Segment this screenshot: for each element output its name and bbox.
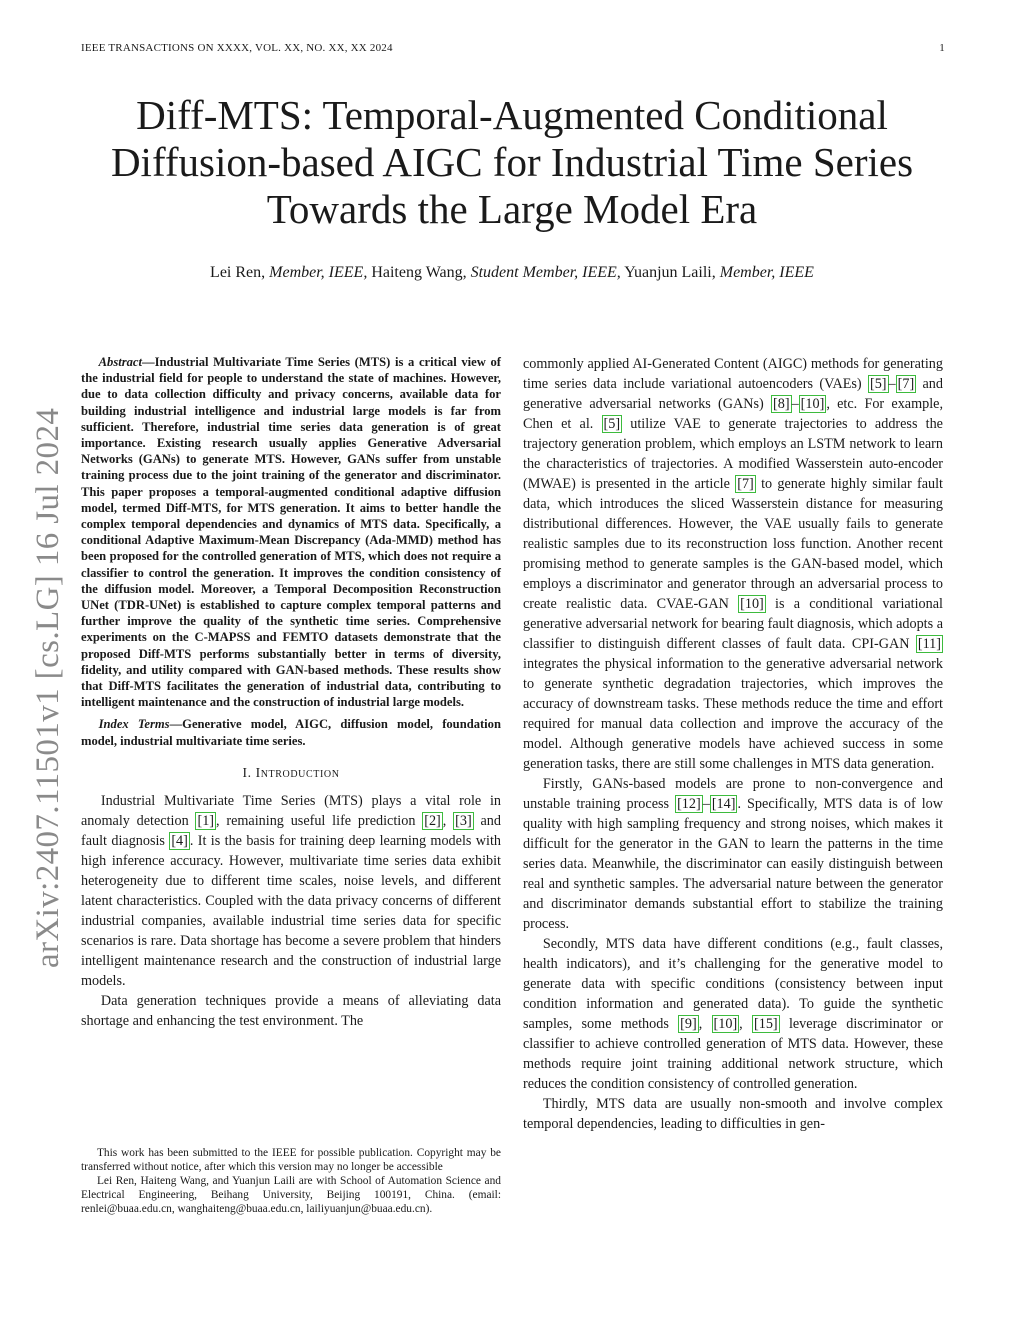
citation-link[interactable]: [5] (603, 416, 621, 432)
index-terms-lead: Index Terms (98, 717, 170, 732)
section-heading-introduction (81, 763, 501, 783)
citation-link[interactable]: [1] (197, 812, 215, 829)
section-number: I. (242, 764, 256, 780)
footnotes (81, 1146, 501, 1216)
abstract-text: —Industrial Multivariate Time Series (MTS) is a critical view of the industrial field for people to understand the state of machines. However, due to data collection difficulty and privacy concerns, available data for building industrial intelligence and industrial large models is far from sufficient. Therefore, industrial time series data generation is of great importance. Existing research usually applies Generative Adversarial Networks (GANs) to generate MTS. However, GANs suffer from unstable training process due to the joint training of the generator and discriminator. This paper proposes a temporal-augmented conditional adaptive diffusion model, termed Diff-MTS, for MTS generation. It aims to better handle the complex temporal dependencies and dynamics of MTS data. Specifically, a conditional Adaptive Maximum-Mean Discrepancy (Ada-MMD) method has been proposed for the controlled generation of MTS, which does not require a classifier to control the generation. It improves the condition consistency of the diffusion model. Moreover, a Temporal Decomposition Reconstruction UNet (TDR-UNet) is established to capture complex temporal patterns and further improve the quality of the synthetic time series. Comprehensive experiments on the C-MAPSS and FEMTO datasets demonstrate that the proposed Diff-MTS performs substantially better in terms of diversity, fidelity, and utility compared with GAN-based methods. These results show that Diff-MTS facilitates the generation of industrial data, contributing to intelligent maintenance and the construction of industrial large models. (81, 355, 501, 710)
text-run: , (739, 1016, 753, 1032)
right-paragraph-4: Thirdly, MTS data are usually non-smooth and involve complex temporal dependencies, leading to difficulties in gen- (523, 1096, 943, 1132)
author-name: Yuanjun Laili, (624, 264, 716, 281)
citation-link[interactable]: [7] (737, 476, 754, 492)
author-role: Member, IEEE, (269, 264, 368, 281)
right-paragraph-1 (523, 354, 943, 774)
citation-link[interactable]: [10] (713, 1016, 738, 1032)
text-run: and generative adversarial networks (GANs) (523, 376, 943, 412)
citation-link[interactable]: [7] (897, 376, 915, 392)
right-paragraph-3 (523, 934, 943, 1094)
text-run: is a conditional variational generative adversarial network for bearing fault diagnosis, which adopts a classifier to distinguish different classes of fault data. CPI-GAN (523, 596, 943, 652)
text-run: – (791, 396, 799, 412)
right-paragraph-2 (523, 774, 943, 934)
footnote-affiliation: Lei Ren, Haiteng Wang, and Yuanjun Laili are with School of Automation Science and Electrical Engineering, Beihang University, Beijing 100191, China. (email: renlei@buaa.edu.cn, wanghaiteng@buaa.edu.cn, lailiyuanjun@buaa.edu.cn). (81, 1175, 501, 1215)
text-run: Secondly, MTS data have different conditions (e.g., fault classes, health indicators), and it’s challenging for the generative model to generate data with specific conditions (consistency between input condition information and generated data). To guide the synthetic samples, some methods (523, 936, 943, 1032)
citation-link[interactable]: [8] (773, 396, 790, 412)
text-run: commonly applied AI-Generated Content (AIGC) methods for generating time series data include variational autoencoders (VAEs) (523, 356, 943, 392)
title-line-2: Diffusion-based AIGC for Industrial Time Series (110, 139, 914, 185)
text-run: and fault diagnosis (81, 812, 501, 849)
citation-link[interactable]: [10] (800, 396, 825, 412)
text-run: , etc. For example, Chen et al. (523, 396, 943, 432)
text-run: utilize VAE to generate trajectories to address the trajectory generation problem, which employs an LSTM network to learn the characteristics of trajectories. A modified Wasserstein auto-encoder (MWAE) is presented in the article (523, 416, 943, 492)
citation-link[interactable]: [12] (677, 796, 701, 812)
right-column (523, 354, 943, 1134)
citation-link[interactable]: [5] (869, 376, 887, 392)
journal-header: IEEE TRANSACTIONS ON XXXX, VOL. XX, NO. XX, XX 2024 (81, 42, 393, 54)
citation-link[interactable]: [2] (424, 812, 441, 829)
left-column (81, 354, 501, 1031)
text-run: , (442, 812, 454, 829)
intro-paragraph-1 (81, 791, 501, 991)
section-title: Introduction (255, 764, 340, 780)
citation-link[interactable]: [11] (917, 636, 941, 652)
citation-link[interactable]: [3] (455, 812, 472, 829)
text-run: . It is the basis for training deep learning models with high inference accuracy. However, multivariate time series data exhibit heterogeneity due to different time scales, noise levels, and different latent characteristics. Coupled with the data privacy concerns of different industrial companies, available industrial time series data for specific scenarios is rare. Data shortage has become a severe problem that hinders intelligent maintenance research and the construction of industrial large models. (81, 832, 501, 989)
footnote-submission: This work has been submitted to the IEEE for possible publication. Copyright may be transferred without notice, after which this version may no longer be accessible (81, 1147, 501, 1173)
citation-link[interactable]: [4] (171, 832, 188, 849)
text-run: – (702, 796, 710, 812)
text-run: – (888, 376, 896, 392)
title-line-3: Towards the Large Model Era (266, 186, 758, 232)
text-run: integrates the physical information to the generative adversarial network to generate synthetic degradation trajectories, which improves the accuracy of downstream tasks. These methods reduce the time and effort required for manual data collection and improve the accuracy of the model. Although generative models have achieved success in some generation tasks, there are still some challenges in MTS data generation. (523, 656, 943, 772)
paper-title (60, 92, 964, 233)
citation-link[interactable]: [9] (680, 1016, 697, 1032)
text-run: to generate highly similar fault data, which introduces the sliced Wasserstein distance for measuring distributional differences. However, the VAE usually fails to generate realistic samples due to its reconstruction loss function. Another recent promising method to generate samples is the GAN-based model, which employs a discriminator and generator through an adversarial process to create realistic data. CVAE-GAN (523, 476, 943, 612)
text-run: Industrial Multivariate Time Series (MTS) plays a vital role in anomaly detection (81, 792, 501, 829)
abstract-lead: Abstract (98, 355, 143, 369)
author-role: Member, IEEE (719, 264, 814, 281)
text-run: leverage discriminator or classifier to achieve controlled generation of MTS data. However, these methods require joint training additional network structure, which reduces the condition consistency of controlled generation. (523, 1016, 944, 1092)
arxiv-identifier: arXiv:2407.11501v1 [cs.LG] 16 Jul 2024 (30, 407, 66, 968)
index-terms-text: —Generative model, AIGC, diffusion model, foundation model, industrial multivariate time series. (81, 717, 501, 748)
author-name: Lei Ren, (210, 264, 266, 281)
intro-paragraph-2: Data generation techniques provide a means of alleviating data shortage and enhancing the test environment. The (81, 992, 501, 1029)
running-head (81, 42, 945, 58)
citation-link[interactable]: [15] (754, 1016, 778, 1032)
abstract (81, 354, 501, 710)
author-list (60, 264, 964, 282)
citation-link[interactable]: [10] (740, 596, 764, 612)
index-terms (81, 716, 501, 748)
page-number: 1 (939, 42, 945, 54)
text-run: . Specifically, MTS data is of low quality with high sampling frequency and strong noises, which makes it difficult for the generator in the GAN to learn the patterns in the time series data. Meanwhile, the discriminator can easily distinguish between real and synthetic samples. The adversarial nature between the generator and discriminator demands substantial effort to stabilize the training process. (523, 796, 943, 932)
author-name: Haiteng Wang, (371, 264, 467, 281)
text-run: Firstly, GANs-based models are prone to non-convergence and unstable training process (523, 776, 943, 812)
citation-link[interactable]: [14] (711, 796, 736, 812)
title-line-1: Diff-MTS: Temporal-Augmented Conditional (136, 92, 888, 138)
author-role: Student Member, IEEE, (470, 264, 621, 281)
text-run: , (698, 1016, 712, 1032)
text-run: , remaining useful life prediction (216, 812, 423, 829)
